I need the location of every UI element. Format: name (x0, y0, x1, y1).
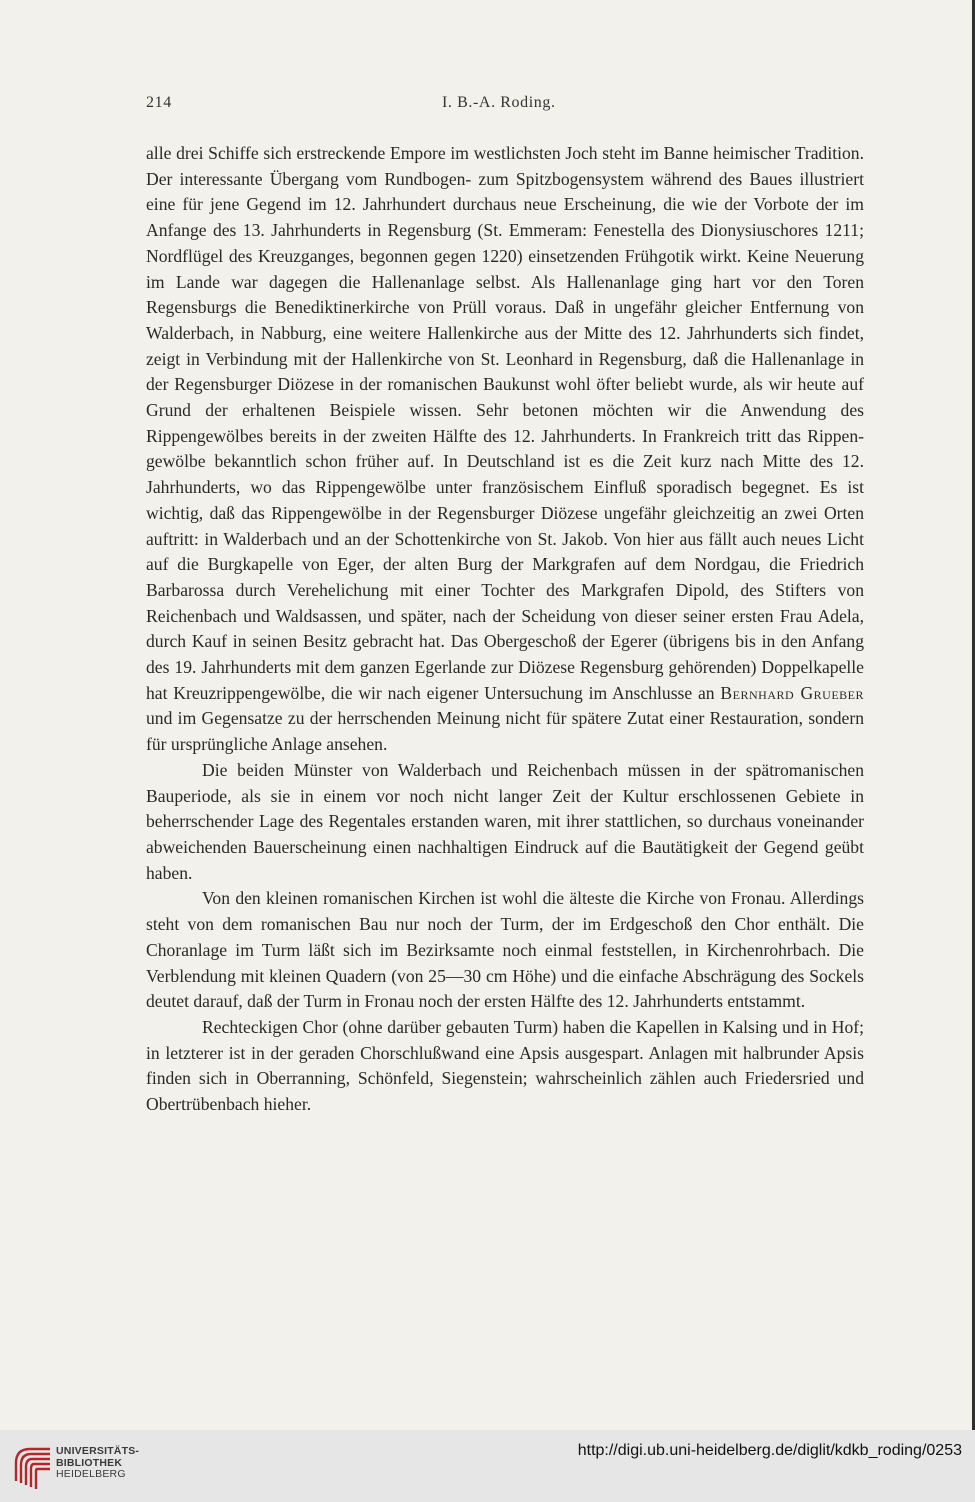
library-name-line-1: UNIVERSITÄTS- (56, 1445, 140, 1457)
library-name-line-2: BIBLIOTHEK (56, 1456, 123, 1469)
library-name-line-3: HEIDELBERG (56, 1468, 126, 1480)
footer-bar (0, 1430, 975, 1502)
paragraph-1-text: alle drei Schiffe sich erstreckende Empore im westlichsten Joch steht im Banne heimischer Tradition. Der interessante Übergang vom Rundbogen- zum Spitzbogensystem während des Baues illustriert eine für jene Gegend im 12. Jahrhundert durchaus neue Erscheinung, die wie der Vorbote der im Anfange des 13. Jahrhunderts in Regensburg (St. Emmeram: Fenestella des Dionysiuschores 1211; Nordflügel des Kreuzganges, begonnen gegen 1220) einsetzenden Frühgotik wirkt. Keine Neuerung im Lande war dagegen die Hallenanlage selbst. Als Hallenanlage ging hart vor den Toren Regensburgs die Benediktinerkirche von Prüll voraus. Daß in ungefähr gleicher Entfernung von Walderbach, in Nabburg, eine weitere Hallenkirche aus der Mitte des 12. Jahrhunderts sich findet, zeigt in Verbindung mit der Hallenkirche von St. Leonhard in Regensburg, daß die Hallenanlage in der Regensburger Diözese in der romanischen Baukunst wohl öfter beliebt wurde, als wir heute auf Grund der erhaltenen Beispiele wissen. Sehr betonen möchten wir die Anwendung des Rippengewölbes bereits in der zweiten Hälfte des 12. Jahrhunderts. In Frankreich tritt das Rippengewölbe bekanntlich schon früher auf. In Deutschland ist es die Zeit kurz nach Mitte des 12. Jahrhunderts, wo das Rippengewölbe unter französischem Einfluß sporadisch begegnet. Es ist wichtig, daß das Rippengewölbe in der Regensburger Diözese ungefähr gleichzeitig an zwei Orten auftritt: in Walderbach und an der Schottenkirche von St. Jakob. Von hier aus fällt auch neues Licht auf die Burgkapelle von Eger, der alten Burg der Markgrafen auf dem Nordgau, die Friedrich Barbarossa durch Verehelichung mit einer Tochter des Markgrafen Dipold, des Stifters von Reichenbach und Waldsassen, und später, nach der Scheidung von dieser seiner ersten Frau Adela, durch Kauf in seinen Besitz gebracht hat. Das Obergeschoß der Egerer (übrigens bis in den Anfang des 19. Jahrhunderts mit dem ganzen Egerlande zur Diözese Regensburg gehörenden) Doppelkapelle hat Kreuzrippengewölbe, die wir nach eigener Untersuchung im Anschlusse an (146, 143, 864, 703)
library-name (56, 1446, 139, 1481)
source-url-link[interactable]: http://digi.ub.uni-heidelberg.de/diglit/kdkb_roding/0253 (577, 1442, 962, 1459)
paragraph-4: Rechteckigen Chor (ohne darüber gebauten Turm) haben die Kapellen in Kalsing und in Hof; in letzterer ist in der geraden Chorschlußwand eine Apsis ausgespart. Anlagen mit halbrunder Apsis finden sich in Oberranning, Schönfeld, Siegenstein; wahrscheinlich zählen auch Friedersried und Obertrübenbach hieher. (146, 1016, 864, 1115)
page-number: 214 (146, 94, 172, 111)
author-name-smallcaps: Bernhard Grueber (720, 682, 865, 703)
body-text (146, 141, 864, 1118)
paragraph-2: Die beiden Münster von Walderbach und Reichenbach müssen in der spätromanischen Bauperiode, als sie in einem vor noch nicht langer Zeit der Kultur erschlossenen Gebiete in beherrschender Lage des Regentales erstanden waren, mit ihrer stattlichen, so durchaus voneinander abweichenden Bauerscheinung einen nachhaltigen Eindruck auf die Bautätigkeit der Gegend geübt haben. (146, 759, 864, 883)
paragraph-1 (146, 141, 864, 758)
paragraph-3: Von den kleinen romanischen Kirchen ist wohl die älteste die Kirche von Fronau. Allerdings steht von dem romanischen Bau nur noch der Turm, der im Erdgeschoß den Chor enthält. Die Choranlage im Turm läßt sich im Bezirksamte noch einmal feststellen, in Kirchenrohrbach. Die Verblendung mit kleinen Quadern (von 25—30 cm Höhe) und die einfache Abschrägung des Sockels deutet darauf, daß der Turm in Fronau noch der ersten Hälfte des 12. Jahrhunderts entstammt. (146, 888, 864, 1012)
running-title: I. B.-A. Roding. (442, 94, 556, 111)
heidelberg-library-logo-icon (10, 1441, 54, 1491)
paragraph-1-continuation: und im Gegensatze zu der herrschenden Meinung nicht für spätere Zutat einer Restauration, sondern für ursprüngliche Anlage ansehen. (146, 708, 864, 755)
running-head (146, 94, 864, 118)
